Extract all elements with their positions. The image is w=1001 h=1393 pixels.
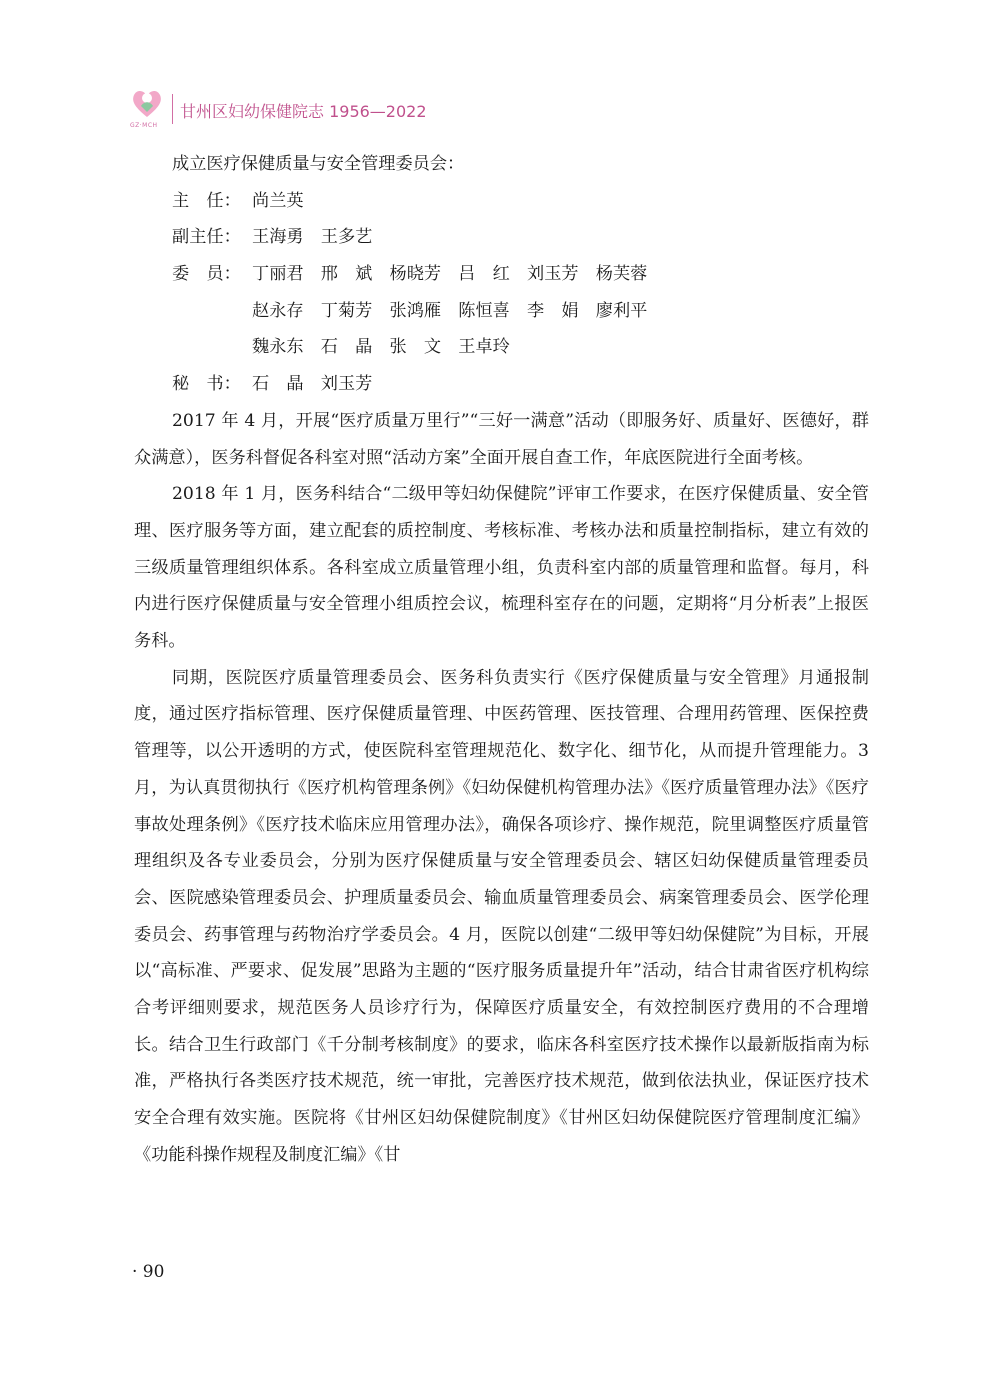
page-header [128, 84, 728, 134]
paragraph-same-period: 同期，医院医疗质量管理委员会、医务科负责实行《医疗保健质量与安全管理》月通报制度，通过医疗指标管理、医疗保健质量管理、中医药管理、医技管理、合理用药管理、医保控费管理等，以公开透明的方式，使医院科室管理规范化、数字化、细节化，从而提升管理能力。3 月，为认真贯彻执行《医疗机构管理条例》《妇幼保健机构管理办法》《医疗质量管理办法》《医疗事故处理条例》《医疗技术临床应用管理办法》，确保各项诊疗、操作规范，院里调整医疗质量管理组织及各专业委员会，分别为医疗保健质量与安全管理委员会、辖区妇幼保健质量管理委员会、医院感染管理委员会、护理质量委员会、输血质量管理委员会、病案管理委员会、医学伦理委员会、药事管理与药物治疗学委员会。4 月，医院以创建“二级甲等妇幼保健院”为目标，开展以“高标准、严要求、促发展”思路为主题的“医疗服务质量提升年”活动，结合甘肃省医疗机构综合考评细则要求，规范医务人员诊疗行为，保障医疗质量安全，有效控制医疗费用的不合理增长。结合卫生行政部门《千分制考核制度》的要求，临床各科室医疗技术操作以最新版指南为标准，严格执行各类医疗技术规范，统一审批，完善医疗技术规范，做到依法执业，保证医疗技术安全合理有效实施。医院将《甘州区妇幼保健院制度》《甘州区妇幼保健院医疗管理制度汇编》《功能科操作规程及制度汇编》《甘 [134, 667, 869, 1165]
members-row [134, 256, 869, 293]
members-row-continued [134, 329, 869, 366]
logo-text: GZ·MCH [130, 122, 158, 129]
page-body [134, 146, 869, 1174]
secretary-label: 秘 书： [172, 374, 241, 395]
members-line-1: 丁丽君 邢 斌 杨晓芳 吕 红 刘玉芳 杨芙蓉 [252, 264, 648, 285]
members-line-2: 赵永存 丁菊芳 张鸿雁 陈恒喜 李 娟 廖利平 [252, 300, 648, 321]
running-header-title: 甘州区妇幼保健院志 1956—2022 [180, 102, 427, 121]
committee-heading: 成立医疗保健质量与安全管理委员会： [172, 154, 465, 174]
director-label: 主 任： [172, 190, 241, 211]
deputy-names: 王海勇 王多艺 [252, 227, 373, 248]
paragraph-2018: 2018 年 1 月，医务科结合“二级甲等妇幼保健院”评审工作要求，在医疗保健质量、安全管理、医疗服务等方面，建立配套的质控制度、考核标准、考核办法和质量控制指标，建立有效的三级质量管理组织体系。各科室成立质量管理小组，负责科室内部的质量管理和监督。每月，科内进行医疗保健质量与安全管理小组质控会议，梳理科室存在的问题，定期将“月分析表”上报医务科。 [134, 484, 869, 652]
header-divider [172, 94, 173, 124]
page-number: · 90 [132, 1262, 165, 1282]
members-row-continued [134, 293, 869, 330]
secretary-names: 石 晶 刘玉芳 [252, 374, 373, 395]
deputy-row [134, 219, 869, 256]
hospital-logo [128, 84, 166, 134]
deputy-label: 副主任： [172, 227, 241, 248]
secretary-row [134, 366, 869, 403]
director-row [134, 183, 869, 220]
director-name: 尚兰英 [252, 190, 304, 211]
members-label: 委 员： [172, 264, 241, 285]
paragraph-2017: 2017 年 4 月，开展“医疗质量万里行”“三好一满意”活动（即服务好、质量好、医德好，群众满意），医务科督促各科室对照“活动方案”全面开展自查工作，年底医院进行全面考核。 [134, 410, 869, 468]
members-line-3: 魏永东 石 晶 张 文 王卓玲 [252, 337, 510, 358]
